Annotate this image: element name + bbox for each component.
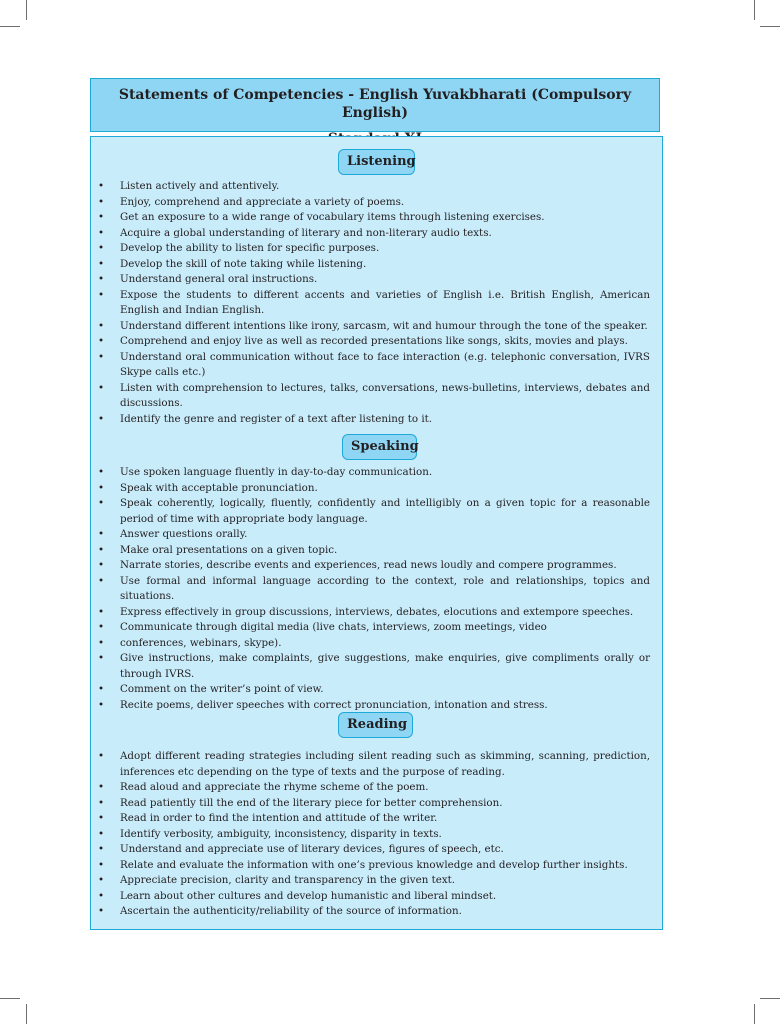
crop-mark	[754, 1004, 755, 1024]
list-item: • Read in order to find the intention and attitude of the writer.	[98, 811, 650, 827]
list-item: • Speak with acceptable pronunciation.	[98, 481, 650, 497]
list-item: • Give instructions, make complaints, give suggestions, make enquiries, give compliments orally or through IVRS.	[98, 651, 650, 682]
list-item: • Use formal and informal language according to the context, role and relationships, topics and situations.	[98, 574, 650, 605]
list-item: • Understand oral communication without face to face interaction (e.g. telephonic conversation, IVRS Skype calls etc.)	[98, 350, 650, 381]
list-item: • Identify verbosity, ambiguity, inconsistency, disparity in texts.	[98, 827, 650, 843]
speaking-list	[98, 465, 650, 713]
crop-mark	[0, 26, 20, 27]
crop-mark	[26, 0, 27, 20]
listening-heading: Listening	[338, 149, 415, 175]
list-item: • Adopt different reading strategies including silent reading such as skimming, scanning, prediction, inferences etc depending on the type of texts and the purpose of reading.	[98, 749, 650, 780]
list-item: • Develop the ability to listen for specific purposes.	[98, 241, 650, 257]
list-item: • Enjoy, comprehend and appreciate a variety of poems.	[98, 195, 650, 211]
crop-mark	[754, 0, 755, 20]
list-item: • Relate and evaluate the information with one’s previous knowledge and develop further insights.	[98, 858, 650, 874]
crop-mark	[0, 998, 20, 999]
list-item: • Understand and appreciate use of literary devices, figures of speech, etc.	[98, 842, 650, 858]
list-item: • Listen actively and attentively.	[98, 179, 650, 195]
reading-heading: Reading	[338, 712, 413, 738]
list-item: • Make oral presentations on a given topic.	[98, 543, 650, 559]
list-item: • Answer questions orally.	[98, 527, 650, 543]
crop-mark	[760, 998, 780, 999]
list-item: • Read patiently till the end of the literary piece for better comprehension.	[98, 796, 650, 812]
listening-list	[98, 179, 650, 427]
page-title: Statements of Competencies - English Yuvakbharati (Compulsory English)	[118, 87, 632, 121]
list-item: • conferences, webinars, skype).	[98, 636, 650, 652]
list-item: • Get an exposure to a wide range of vocabulary items through listening exercises.	[98, 210, 650, 226]
list-item: • Understand different intentions like irony, sarcasm, wit and humour through the tone of the speaker.	[98, 319, 650, 335]
list-item: • Identify the genre and register of a text after listening to it.	[98, 412, 650, 428]
list-item: • Develop the skill of note taking while listening.	[98, 257, 650, 273]
list-item: • Narrate stories, describe events and experiences, read news loudly and compere programmes.	[98, 558, 650, 574]
list-item: • Listen with comprehension to lectures, talks, conversations, news-bulletins, interviews, debates and discussions.	[98, 381, 650, 412]
page-header	[90, 78, 660, 132]
speaking-heading: Speaking	[342, 434, 417, 460]
competencies-panel	[90, 136, 663, 930]
list-item: • Understand general oral instructions.	[98, 272, 650, 288]
list-item: • Acquire a global understanding of literary and non-literary audio texts.	[98, 226, 650, 242]
list-item: • Ascertain the authenticity/reliability of the source of information.	[98, 904, 650, 920]
list-item: • Learn about other cultures and develop humanistic and liberal mindset.	[98, 889, 650, 905]
list-item: • Express effectively in group discussions, interviews, debates, elocutions and extempore speeches.	[98, 605, 650, 621]
crop-mark	[760, 26, 780, 27]
reading-list	[98, 749, 650, 920]
list-item: • Appreciate precision, clarity and transparency in the given text.	[98, 873, 650, 889]
list-item: • Read aloud and appreciate the rhyme scheme of the poem.	[98, 780, 650, 796]
crop-mark	[26, 1004, 27, 1024]
list-item: • Comment on the writer’s point of view.	[98, 682, 650, 698]
list-item: • Speak coherently, logically, fluently, confidently and intelligibly on a given topic for a reasonable period of time with appropriate body language.	[98, 496, 650, 527]
list-item: • Recite poems, deliver speeches with correct pronunciation, intonation and stress.	[98, 698, 650, 714]
list-item: • Comprehend and enjoy live as well as recorded presentations like songs, skits, movies and plays.	[98, 334, 650, 350]
list-item: • Use spoken language fluently in day-to-day communication.	[98, 465, 650, 481]
list-item: • Communicate through digital media (live chats, interviews, zoom meetings, video	[98, 620, 650, 636]
list-item: • Expose the students to different accents and varieties of English i.e. British English, American English and Indian English.	[98, 288, 650, 319]
